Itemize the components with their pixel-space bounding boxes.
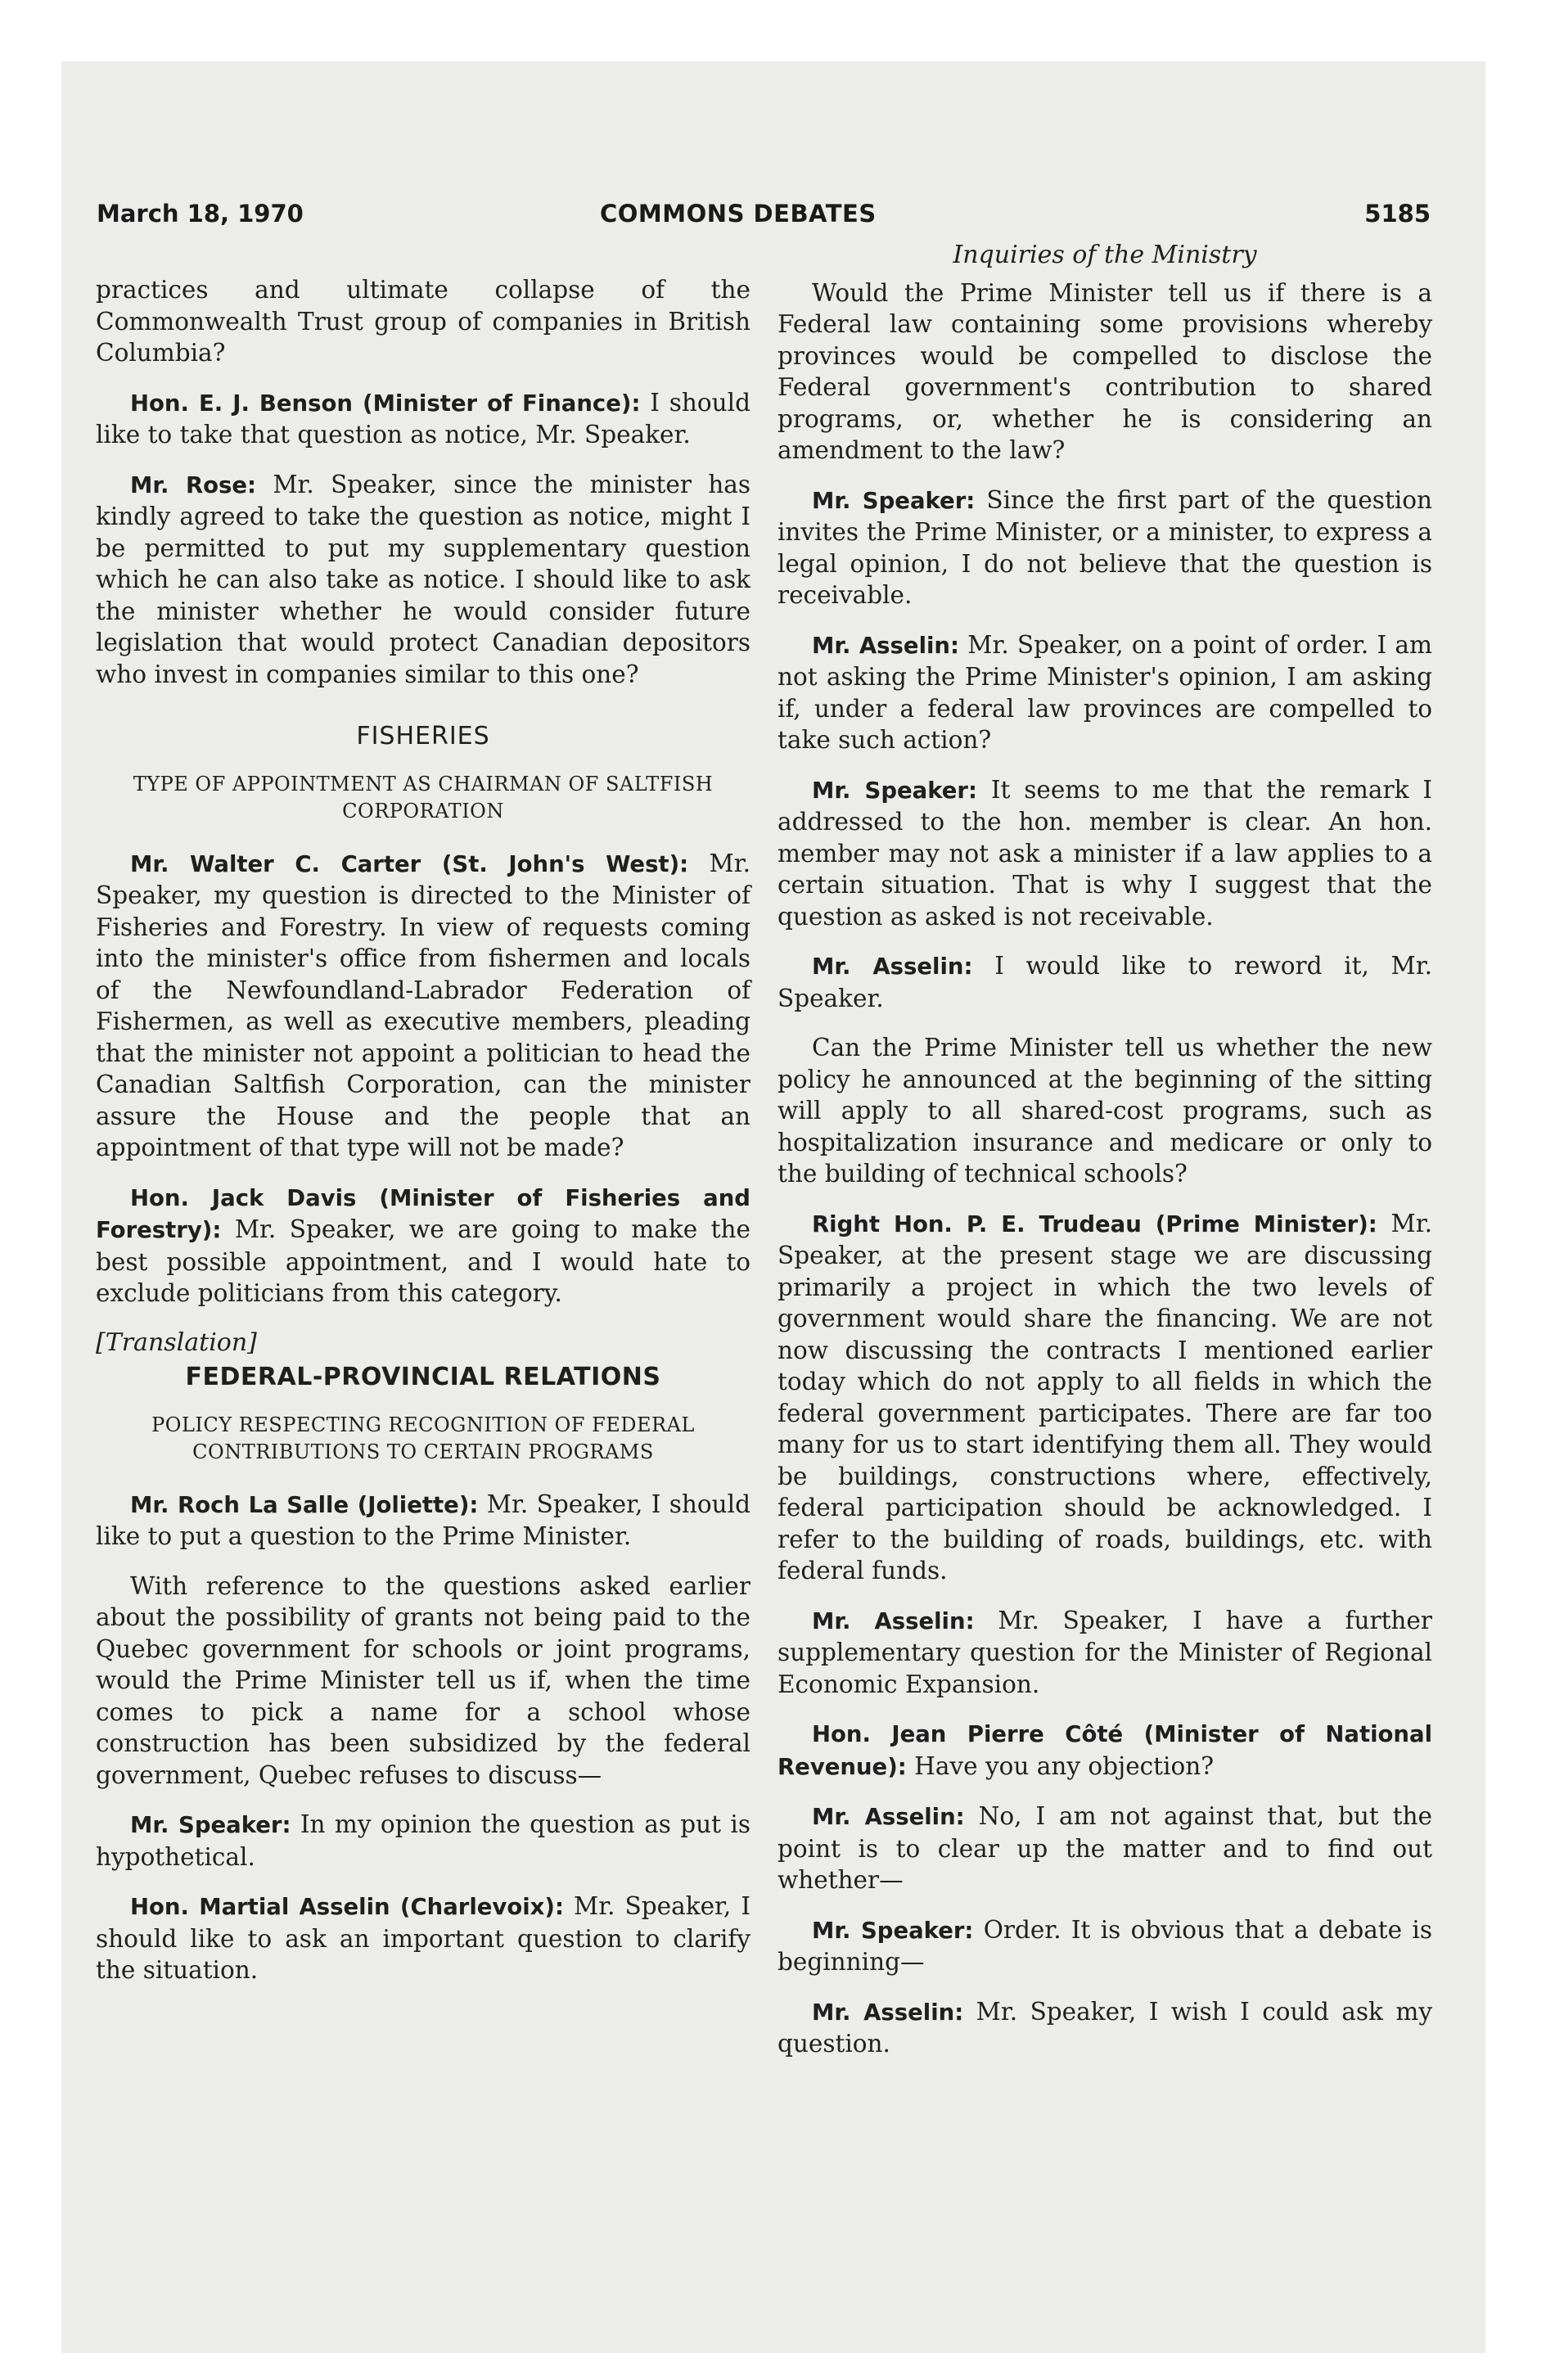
speaker-name: Mr. Speaker: xyxy=(812,777,977,804)
paragraph: Hon. Martial Asselin (Charlevoix): Mr. Speaker, I should like to ask an important question to clarify the situation. xyxy=(96,1892,750,1984)
speaker-name: Right Hon. P. E. Trudeau (Prime Minister): xyxy=(812,1210,1377,1237)
header-date: March 18, 1970 xyxy=(97,200,304,228)
paragraph: Right Hon. P. E. Trudeau (Prime Minister): Mr. Speaker, at the present stage we are discussing primarily a project in which the two levels of government would share the financing. We are not now discussing the contracts I mentioned earlier today which do not apply to all fields in which the federal government participates. There are far too many for us to start identifying them all. They would be buildings, constructions where, effectively, federal participation should be acknowledged. I refer to the building of roads, buildings, etc. with federal funds. xyxy=(778,1209,1432,1584)
paragraph: Mr. Asselin: Mr. Speaker, I wish I could ask my question. xyxy=(778,1997,1432,2058)
paragraph: Mr. Asselin: Mr. Speaker, on a point of order. I am not asking the Prime Minister's opinion, I am asking if, under a federal law provinces are compelled to take such action? xyxy=(778,630,1432,754)
speaker-name: Hon. E. J. Benson (Minister of Finance): xyxy=(130,390,641,417)
speaker-name: Hon. Jean Pierre Côté (Minister of National Revenue): xyxy=(778,1721,1432,1780)
paragraph: Hon. E. J. Benson (Minister of Finance): I should like to take that question as notice, Mr. Speaker. xyxy=(96,388,750,449)
paragraph: Mr. Roch La Salle (Joliette): Mr. Speaker, I should like to put a question to the Prime Minister. xyxy=(96,1490,750,1550)
speaker-name: Mr. Speaker: xyxy=(130,1812,291,1838)
speaker-name: Hon. Jack Davis (Minister of Fisheries and Forestry): xyxy=(96,1184,750,1243)
header-title: COMMONS DEBATES xyxy=(600,200,877,228)
paragraph: Mr. Walter C. Carter (St. John's West): Mr. Speaker, my question is directed to the Minister of Fisheries and Forestry. In view of requests coming into the minister's office from fishermen and locals of the Newfoundland-Labrador Federation of Fishermen, as well as executive members, pleading that the minister not appoint a politician to head the Canadian Saltfish Corporation, can the minister assure the House and the people that an appointment of that type will not be made? xyxy=(96,849,751,1161)
paragraph: Hon. Jack Davis (Minister of Fisheries and Forestry): Mr. Speaker, we are going to make the best possible appointment, and I would hate to exclude politicians from this category. xyxy=(96,1184,750,1307)
paragraph: Mr. Asselin: I would like to reword it, Mr. Speaker. xyxy=(778,952,1432,1012)
speaker-name: Mr. Asselin: xyxy=(812,1804,965,1830)
page-header xyxy=(97,200,1431,232)
running-subheading: Inquiries of the Ministry xyxy=(953,241,1257,269)
speaker-name: Mr. Walter C. Carter (St. John's West): xyxy=(130,850,689,877)
subsection-heading: POLICY RESPECTING RECOGNITION OF FEDERAL CONTRIBUTIONS TO CERTAIN PROGRAMS xyxy=(151,1413,695,1463)
speaker-name: Mr. Asselin: xyxy=(812,632,959,659)
speaker-name: Mr. Roch La Salle (Joliette): xyxy=(130,1491,479,1518)
paragraph: Mr. Speaker: Since the first part of the question invites the Prime Minister, or a minister, to express a legal opinion, I do not believe that the question is receivable. xyxy=(778,485,1432,609)
paragraph: practices and ultimate collapse of the Commonwealth Trust group of companies in British Columbia? xyxy=(96,276,750,367)
subsection-heading: TYPE OF APPOINTMENT AS CHAIRMAN OF SALTFISH CORPORATION xyxy=(133,772,714,823)
speaker-name: Mr. Speaker: xyxy=(812,1917,974,1944)
translation-marker: [Translation] xyxy=(96,1327,257,1357)
speaker-name: Mr. Asselin: xyxy=(812,953,973,980)
paragraph: Mr. Speaker: Order. It is obvious that a debate is beginning— xyxy=(778,1915,1432,1976)
speaker-name: Mr. Speaker: xyxy=(812,487,976,514)
paragraph: Mr. Asselin: No, I am not against that, but the point is to clear up the matter and to find out whether— xyxy=(778,1802,1432,1894)
paragraph: Mr. Speaker: In my opinion the question as put is hypothetical. xyxy=(96,1810,750,1871)
paragraph: Can the Prime Minister tell us whether the new policy he announced at the beginning of the sitting will apply to all shared-cost programs, such as hospitalization insurance and medicare or only to the building of technical schools? xyxy=(778,1034,1432,1188)
speaker-name: Mr. Asselin: xyxy=(812,1999,964,2026)
paragraph: With reference to the questions asked earlier about the possibility of grants not being paid to the Quebec government for schools or joint programs, would the Prime Minister tell us if, when the time comes to pick a name for a school whose construction has been subsidized by the federal government, Quebec refuses to discuss— xyxy=(96,1571,750,1789)
header-page-number: 5185 xyxy=(1364,200,1431,228)
paragraph: Mr. Rose: Mr. Speaker, since the minister has kindly agreed to take the question as notice, might I be permitted to put my supplementary question which he can also take as notice. I should like to ask the minister whether he would consider future legislation that would protect Canadian depositors who invest in companies similar to this one? xyxy=(96,470,750,688)
left-column xyxy=(96,240,750,2004)
right-column xyxy=(778,240,1432,2078)
paragraph: Would the Prime Minister tell us if there is a Federal law containing some provisions whereby provinces would be compelled to disclose the Federal government's contribution to shared programs, or, whether he is considering an amendment to the law? xyxy=(778,278,1432,464)
section-heading: FISHERIES xyxy=(356,722,490,751)
section-heading: FEDERAL-PROVINCIAL RELATIONS xyxy=(185,1363,661,1391)
speaker-name: Hon. Martial Asselin (Charlevoix): xyxy=(130,1894,564,1920)
speaker-name: Mr. Rose: xyxy=(130,471,257,498)
paragraph: Hon. Jean Pierre Côté (Minister of National Revenue): Have you any objection? xyxy=(778,1721,1432,1780)
paragraph: Mr. Speaker: It seems to me that the remark I addressed to the hon. member is clear. An hon. member may not ask a minister if a law applies to a certain situation. That is why I suggest that the question as asked is not receivable. xyxy=(778,775,1432,931)
speaker-name: Mr. Asselin: xyxy=(812,1607,975,1634)
paragraph: Mr. Asselin: Mr. Speaker, I have a further supplementary question for the Minister of Regional Economic Expansion. xyxy=(778,1606,1432,1698)
